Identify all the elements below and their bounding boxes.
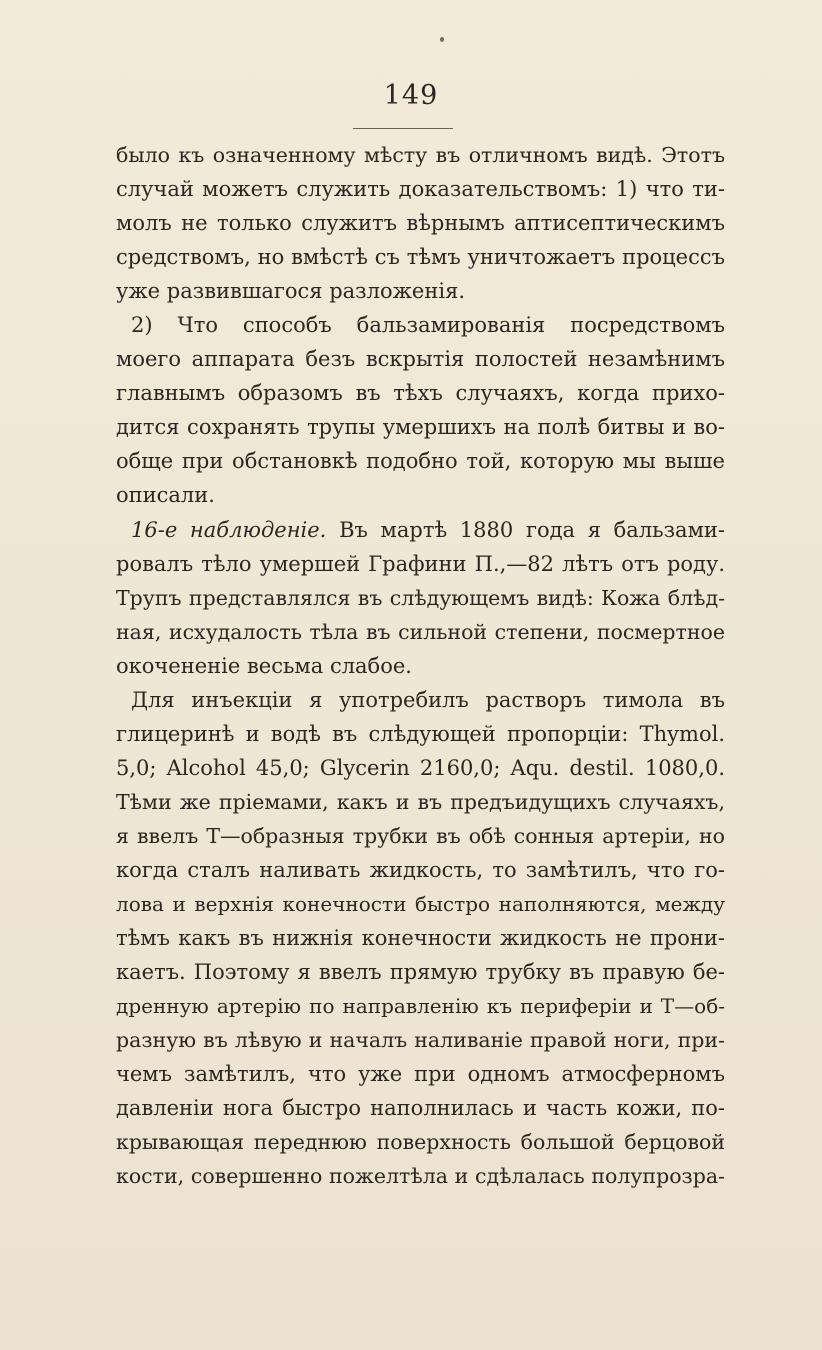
line-text: средствомъ, но вмѣстѣ съ тѣмъ уничтожаетъ процессъ xyxy=(116,245,725,270)
text-line xyxy=(116,819,725,853)
line-text: Для инъекціи я употребилъ растворъ тимола въ xyxy=(131,687,725,712)
line-text: ровалъ тѣло умершей Графини П.,—82 лѣтъ отъ роду. xyxy=(116,551,725,576)
line-text: главнымъ образомъ въ тѣхъ случаяхъ, когда прихо- xyxy=(116,381,725,406)
text-line xyxy=(116,649,725,683)
text-line xyxy=(116,376,725,410)
text-line xyxy=(116,444,725,478)
text-line xyxy=(116,1023,725,1057)
text-line xyxy=(116,785,725,819)
line-text: глицеринѣ и водѣ въ слѣдующей пропорціи: Thymol. xyxy=(116,721,725,746)
text-line xyxy=(116,989,725,1023)
text-line xyxy=(116,513,725,547)
line-text: тѣмъ какъ въ нижнія конечности жидкость не прони- xyxy=(116,926,725,951)
text-line xyxy=(116,308,725,342)
line-text: крывающая переднюю поверхность большой берцовой xyxy=(116,1130,725,1155)
body-text xyxy=(116,138,725,1193)
line-text: каетъ. Поэтому я ввелъ прямую трубку въ правую бе- xyxy=(116,960,725,985)
line-text: случай можетъ служить доказательствомъ: 1) что ти- xyxy=(116,177,725,202)
line-text: окочененіе весьма слабое. xyxy=(116,653,412,678)
line-text: 5,0; Alcohol 45,0; Glycerin 2160,0; Aqu. destil. 1080,0. xyxy=(116,755,725,780)
text-line xyxy=(116,172,725,206)
line-text: ная, исхудалость тѣла въ сильной степени, посмертное xyxy=(116,619,725,644)
line-text: было къ означенному мѣсту въ отличномъ видѣ. Этотъ xyxy=(116,143,725,167)
text-line xyxy=(116,887,725,921)
line-text: моего аппарата безъ вскрытія полостей незамѣнимъ xyxy=(116,347,725,372)
text-line xyxy=(116,683,725,717)
text-line xyxy=(116,1159,725,1193)
line-text: обще при обстановкѣ подобно той, которую мы выше xyxy=(116,449,725,474)
line-text: дится сохранять трупы умершихъ на полѣ битвы и во- xyxy=(116,415,725,440)
text-line xyxy=(116,138,725,172)
text-line xyxy=(116,921,725,955)
line-text: когда сталъ наливать жидкость, то замѣтилъ, что го- xyxy=(116,857,725,882)
text-line xyxy=(116,751,725,785)
text-line xyxy=(116,1091,725,1125)
line-text: 2) Что способъ бальзамированія посредствомъ xyxy=(131,313,725,338)
line-text: молъ не только служитъ вѣрнымъ аптисептическимъ xyxy=(116,211,725,236)
line-text: Тѣми же пріемами, какъ и въ предъидущихъ случаяхъ, xyxy=(116,789,725,814)
text-line xyxy=(116,853,725,887)
text-line xyxy=(116,410,725,444)
line-text: я ввелъ Т—образныя трубки въ обѣ сонныя артеріи, но xyxy=(116,823,725,848)
line-text: дренную артерію по направленію къ периферіи и Т—об- xyxy=(116,994,725,1019)
line-text: чемъ замѣтилъ, что уже при одномъ атмосферномъ xyxy=(116,1062,725,1087)
text-line xyxy=(116,478,725,512)
line-text: давленіи нога быстро наполнилась и часть кожи, по- xyxy=(116,1096,725,1121)
text-line xyxy=(116,547,725,581)
header-rule xyxy=(353,128,453,129)
line-text: кости, совершенно пожелтѣла и сдѣлалась полупрозра- xyxy=(116,1164,725,1189)
text-line xyxy=(116,274,725,308)
page-number: 149 xyxy=(383,80,439,111)
text-line xyxy=(116,342,725,376)
text-line xyxy=(116,206,725,240)
text-line xyxy=(116,1057,725,1091)
line-text: уже развившагося разложенія. xyxy=(116,279,465,304)
line-text: лова и верхнія конечности быстро наполняются, между xyxy=(116,892,725,917)
text-line xyxy=(116,581,725,615)
text-line xyxy=(116,1125,725,1159)
observation-heading: 16-е наблюденіе. xyxy=(131,517,327,542)
text-line xyxy=(116,240,725,274)
text-line xyxy=(116,717,725,751)
line-text: Трупъ представлялся въ слѣдующемъ видѣ: Кожа блѣд- xyxy=(116,585,725,610)
text-line xyxy=(116,955,725,989)
text-line xyxy=(116,615,725,649)
line-text: разную въ лѣвую и началъ наливаніе правой ноги, при- xyxy=(116,1028,725,1053)
ink-speck xyxy=(440,37,444,42)
line-text: Въ мартѣ 1880 года я бальзами- xyxy=(339,517,726,542)
line-text: описали. xyxy=(116,483,215,508)
